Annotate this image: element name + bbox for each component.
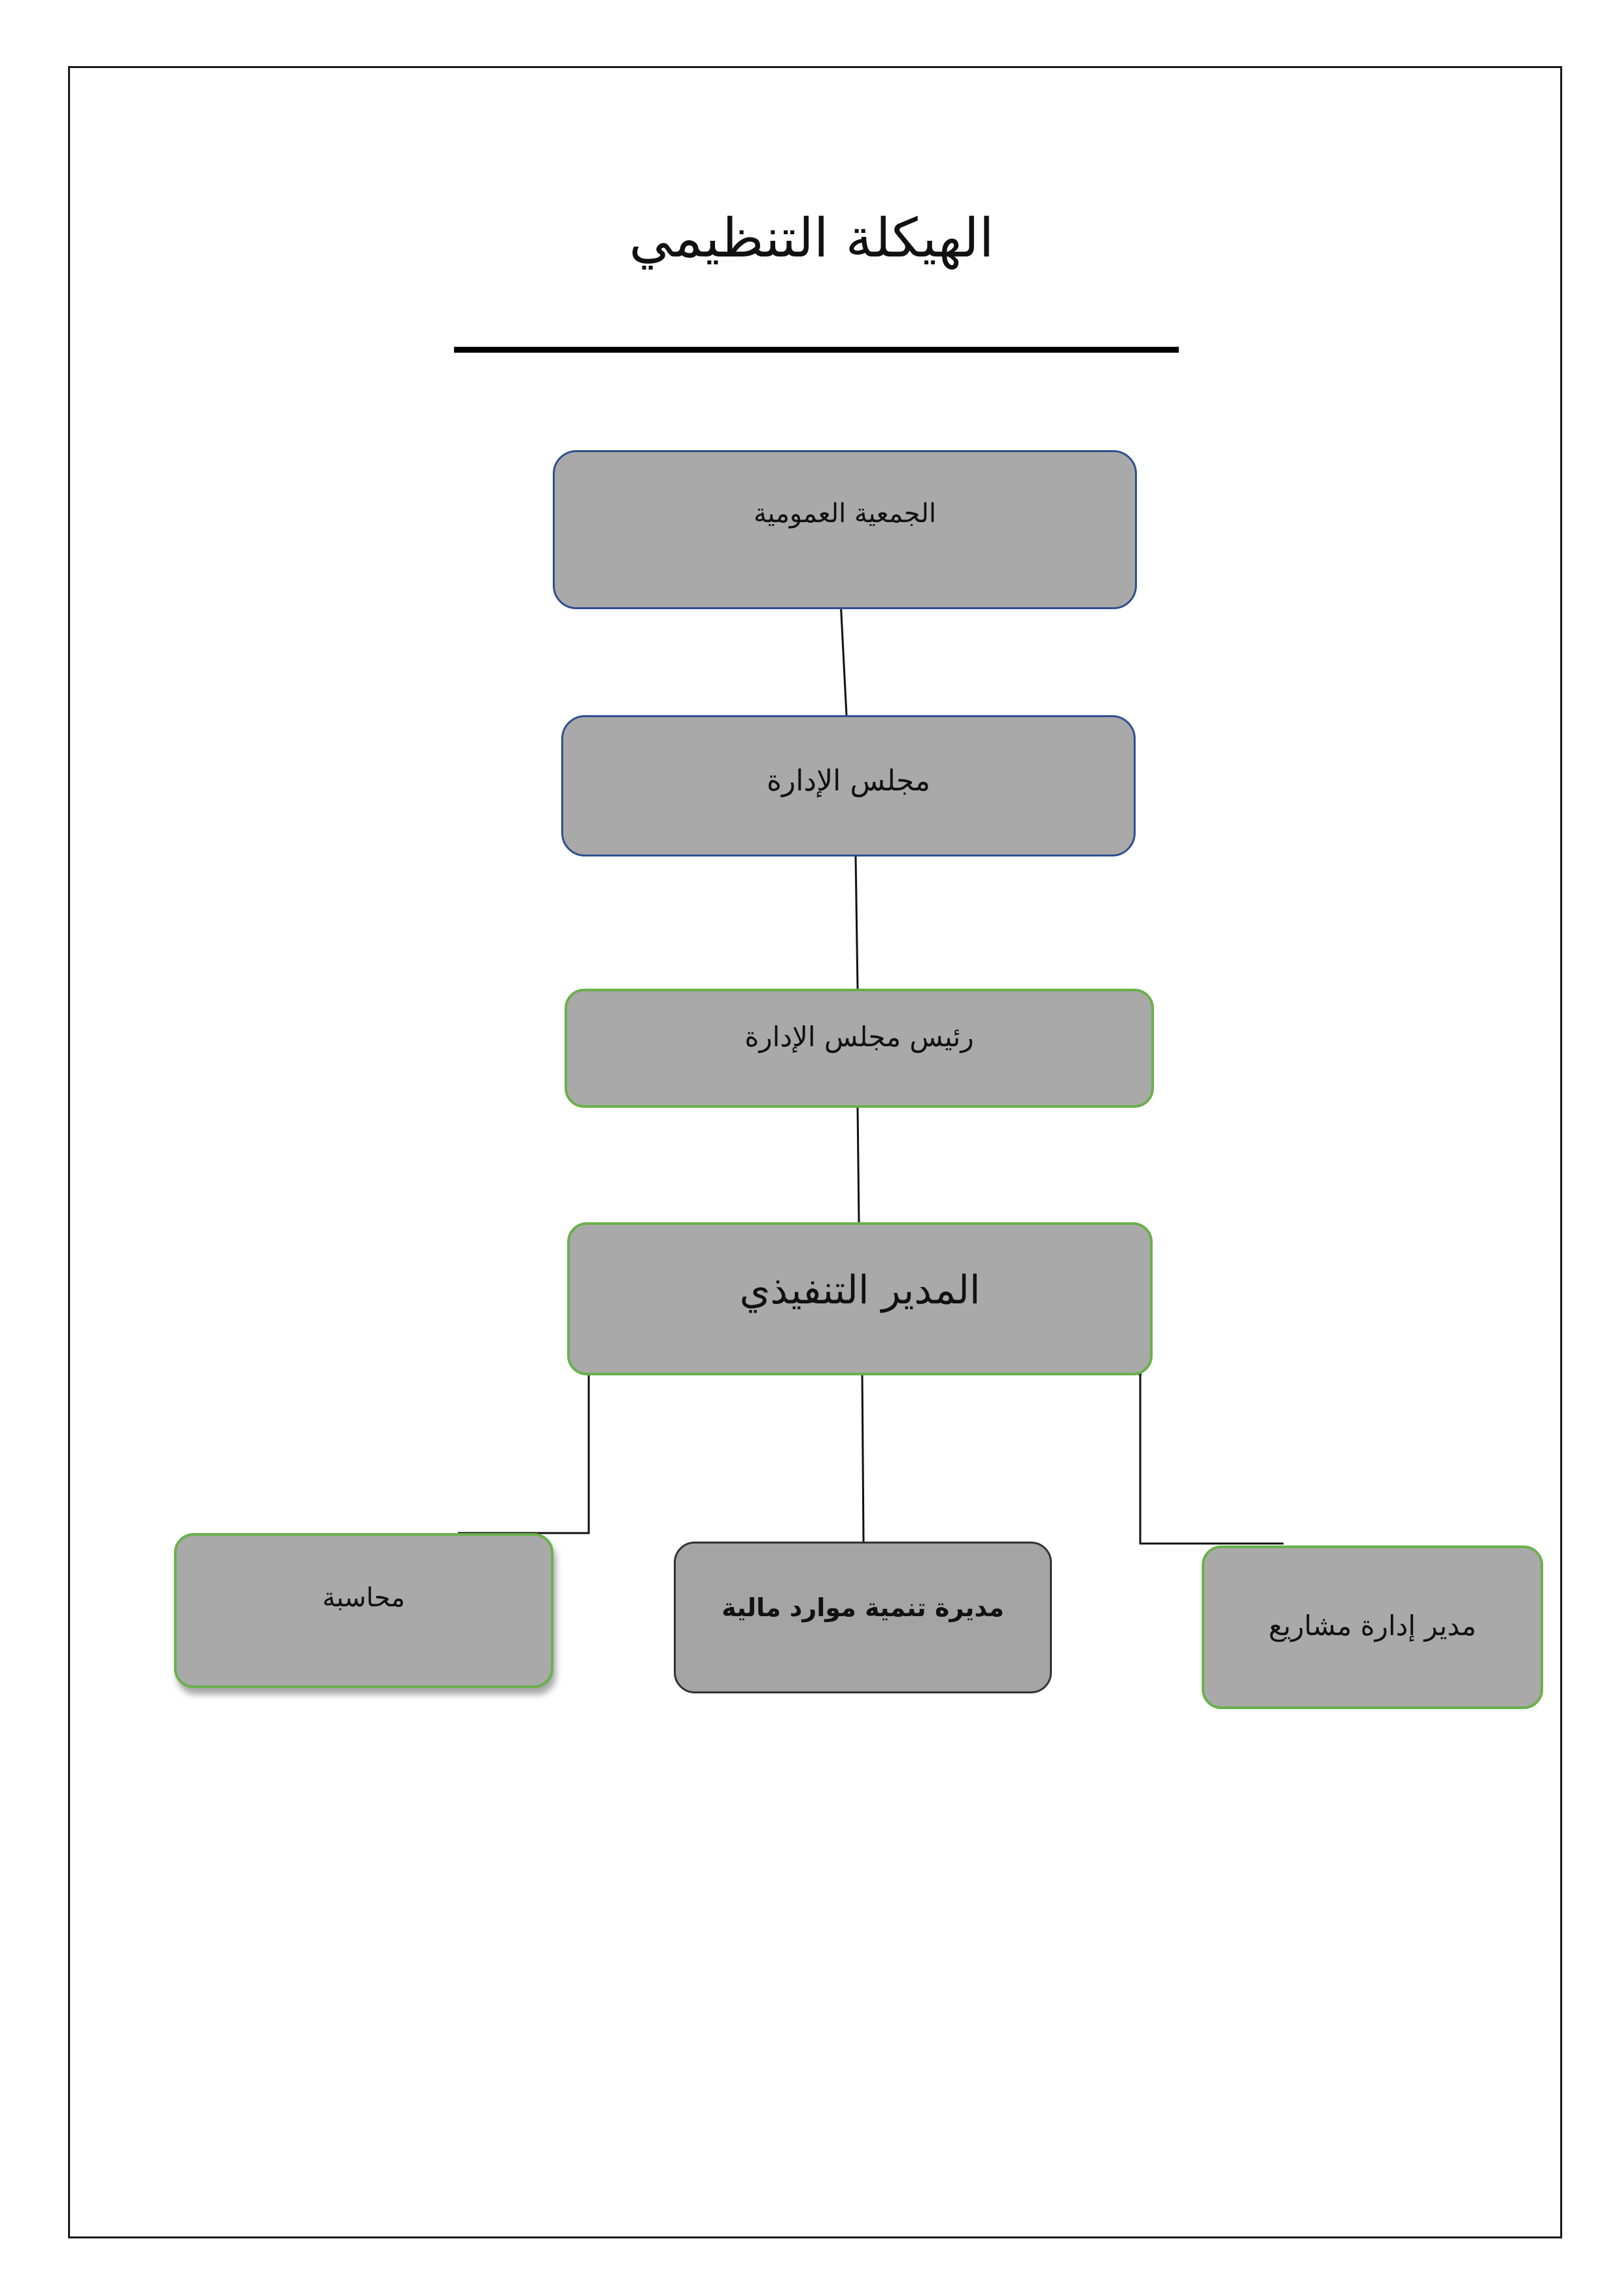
node-board bbox=[561, 715, 1136, 857]
node-executive-director-label: المدير التنفيذي bbox=[739, 1267, 981, 1313]
connector-director-fundraising bbox=[862, 1374, 864, 1542]
node-projects-label: مدير إدارة مشاريع bbox=[1268, 1609, 1476, 1642]
connector-board-chair bbox=[856, 857, 858, 989]
node-fundraising-label: مديرة تنمية موارد مالية bbox=[722, 1593, 1004, 1622]
node-board-chair bbox=[565, 989, 1154, 1108]
node-board-label: مجلس الإدارة bbox=[766, 764, 931, 798]
connector-director-projects bbox=[1140, 1374, 1283, 1544]
node-fundraising bbox=[674, 1542, 1052, 1693]
node-accounting bbox=[174, 1533, 553, 1688]
chart-title: الهيكلة التنظيمي bbox=[629, 207, 994, 270]
connector-assembly-board bbox=[841, 601, 846, 715]
connector-director-accounting bbox=[458, 1374, 589, 1533]
node-accounting-label: محاسبة bbox=[322, 1582, 406, 1613]
node-general-assembly-label: الجمعية العمومية bbox=[753, 498, 937, 529]
node-board-chair-label: رئيس مجلس الإدارة bbox=[744, 1020, 974, 1053]
connector-chair-director bbox=[858, 1108, 859, 1222]
node-general-assembly bbox=[553, 450, 1137, 609]
node-executive-director bbox=[567, 1222, 1153, 1375]
node-projects bbox=[1202, 1545, 1543, 1709]
